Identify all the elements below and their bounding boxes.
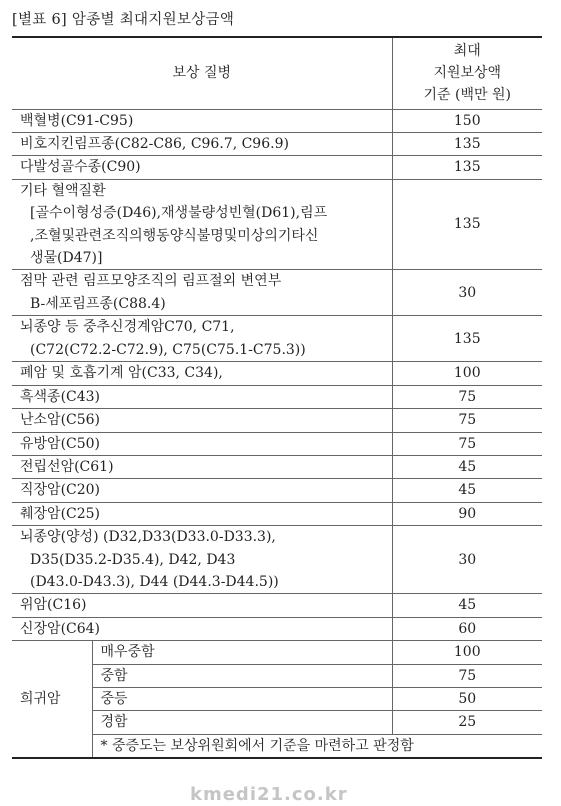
disease-name-line: 폐암 및 호흡기계 암(C33, C34), bbox=[20, 365, 223, 382]
table-row bbox=[12, 132, 542, 155]
disease-name-line: 비호지킨림프종(C82-C86, C96.7, C96.9) bbox=[20, 135, 289, 152]
table-row bbox=[12, 385, 542, 408]
table-row bbox=[12, 432, 542, 455]
disease-name bbox=[12, 594, 392, 617]
disease-name bbox=[12, 617, 392, 640]
max-amount: 75 bbox=[392, 385, 542, 408]
max-amount: 45 bbox=[392, 455, 542, 478]
table-row bbox=[12, 179, 542, 270]
max-amount: 75 bbox=[392, 432, 542, 455]
severity-name: 중함 bbox=[92, 664, 392, 687]
rare-level-row bbox=[12, 641, 542, 664]
header-row bbox=[12, 37, 542, 109]
disease-name-line: 뇌종양 등 중추신경계암C70, C71, bbox=[20, 319, 235, 336]
table-row bbox=[12, 109, 542, 132]
max-amount: 100 bbox=[392, 362, 542, 385]
disease-name-line: D35(D35.2-D35.4), D42, D43 bbox=[30, 551, 236, 568]
severity-amount: 50 bbox=[392, 688, 542, 711]
rare-level-row bbox=[12, 711, 542, 734]
max-amount: 135 bbox=[392, 132, 542, 155]
disease-name-line: 기타 혈액질환 bbox=[20, 182, 106, 199]
compensation-table bbox=[12, 36, 542, 759]
table-row bbox=[12, 594, 542, 617]
disease-name bbox=[12, 432, 392, 455]
disease-name bbox=[12, 156, 392, 179]
disease-name bbox=[12, 502, 392, 525]
table-caption: [별표 6] 암종별 최대지원보상금액 bbox=[12, 12, 235, 28]
max-amount: 30 bbox=[392, 270, 542, 316]
rare-level-row bbox=[12, 688, 542, 711]
header-amount-line: 기준 (백만 원) bbox=[423, 87, 511, 104]
table-row bbox=[12, 270, 542, 316]
disease-name-line: ,조혈및관련조직의행동양식불명및미상의기타신 bbox=[30, 227, 319, 244]
disease-name-line: [골수이형성증(D46),재생불량성빈혈(D61),림프 bbox=[30, 205, 328, 222]
table-row bbox=[12, 479, 542, 502]
table-row bbox=[12, 526, 542, 594]
severity-amount: 100 bbox=[392, 641, 542, 664]
disease-name-line: (C72(C72.2-C72.9), C75(C75.1-C75.3)) bbox=[30, 341, 306, 358]
disease-name-line: 점막 관련 림프모양조직의 림프절외 변연부 bbox=[20, 273, 282, 290]
table-row bbox=[12, 455, 542, 478]
disease-name-line: 신장암(C64) bbox=[20, 620, 101, 637]
disease-name bbox=[12, 270, 392, 316]
disease-name-line: B-세포림프종(C88.4) bbox=[30, 295, 166, 312]
disease-name bbox=[12, 362, 392, 385]
header-disease: 보상 질병 bbox=[12, 37, 392, 109]
disease-name bbox=[12, 409, 392, 432]
max-amount: 60 bbox=[392, 617, 542, 640]
disease-name bbox=[12, 479, 392, 502]
disease-name bbox=[12, 316, 392, 362]
disease-name bbox=[12, 455, 392, 478]
disease-name-line: 뇌종양(양성) (D32,D33(D33.0-D33.3), bbox=[20, 529, 276, 546]
disease-name-line: 난소암(C56) bbox=[20, 412, 101, 429]
disease-name-line: (D43.0-D43.3), D44 (D44.3-D44.5)) bbox=[30, 574, 279, 590]
table-row bbox=[12, 502, 542, 525]
disease-name-line: 백혈병(C91-C95) bbox=[20, 112, 134, 129]
disease-name-line: 다발성골수종(C90) bbox=[20, 159, 141, 176]
table-row bbox=[12, 409, 542, 432]
max-amount: 150 bbox=[392, 109, 542, 132]
disease-name bbox=[12, 179, 392, 270]
severity-name: 중등 bbox=[92, 688, 392, 711]
severity-note: * 중증도는 보상위원회에서 기준을 마련하고 판정함 bbox=[92, 734, 542, 758]
severity-name: 매우중함 bbox=[92, 641, 392, 664]
rare-cancer-label: 희귀암 bbox=[12, 641, 92, 759]
header-amount-line: 최대 bbox=[453, 43, 481, 60]
table-row bbox=[12, 316, 542, 362]
disease-name-line: 흑색종(C43) bbox=[20, 388, 101, 405]
severity-note-row bbox=[12, 734, 542, 758]
header-amount-line: 지원보상액 bbox=[433, 65, 502, 82]
disease-name bbox=[12, 132, 392, 155]
disease-name bbox=[12, 109, 392, 132]
table-row bbox=[12, 156, 542, 179]
header-amount bbox=[392, 37, 542, 109]
disease-name bbox=[12, 385, 392, 408]
severity-amount: 25 bbox=[392, 711, 542, 734]
max-amount: 135 bbox=[392, 316, 542, 362]
max-amount: 45 bbox=[392, 479, 542, 502]
max-amount: 30 bbox=[392, 526, 542, 594]
max-amount: 45 bbox=[392, 594, 542, 617]
max-amount: 135 bbox=[392, 156, 542, 179]
rare-level-row bbox=[12, 664, 542, 687]
table-row bbox=[12, 362, 542, 385]
disease-name bbox=[12, 526, 392, 594]
disease-name-line: 직장암(C20) bbox=[20, 482, 101, 499]
disease-name-line: 유방암(C50) bbox=[20, 435, 101, 452]
max-amount: 90 bbox=[392, 502, 542, 525]
max-amount: 75 bbox=[392, 409, 542, 432]
disease-name-line: 생물(D47)] bbox=[30, 249, 103, 266]
severity-amount: 75 bbox=[392, 664, 542, 687]
watermark: kmedi21.co.kr bbox=[190, 784, 348, 805]
disease-name-line: 위암(C16) bbox=[20, 597, 87, 614]
table-row bbox=[12, 617, 542, 640]
disease-name-line: 췌장암(C25) bbox=[20, 505, 101, 522]
disease-name-line: 전립선암(C61) bbox=[20, 458, 114, 475]
severity-name: 경함 bbox=[92, 711, 392, 734]
max-amount: 135 bbox=[392, 179, 542, 270]
